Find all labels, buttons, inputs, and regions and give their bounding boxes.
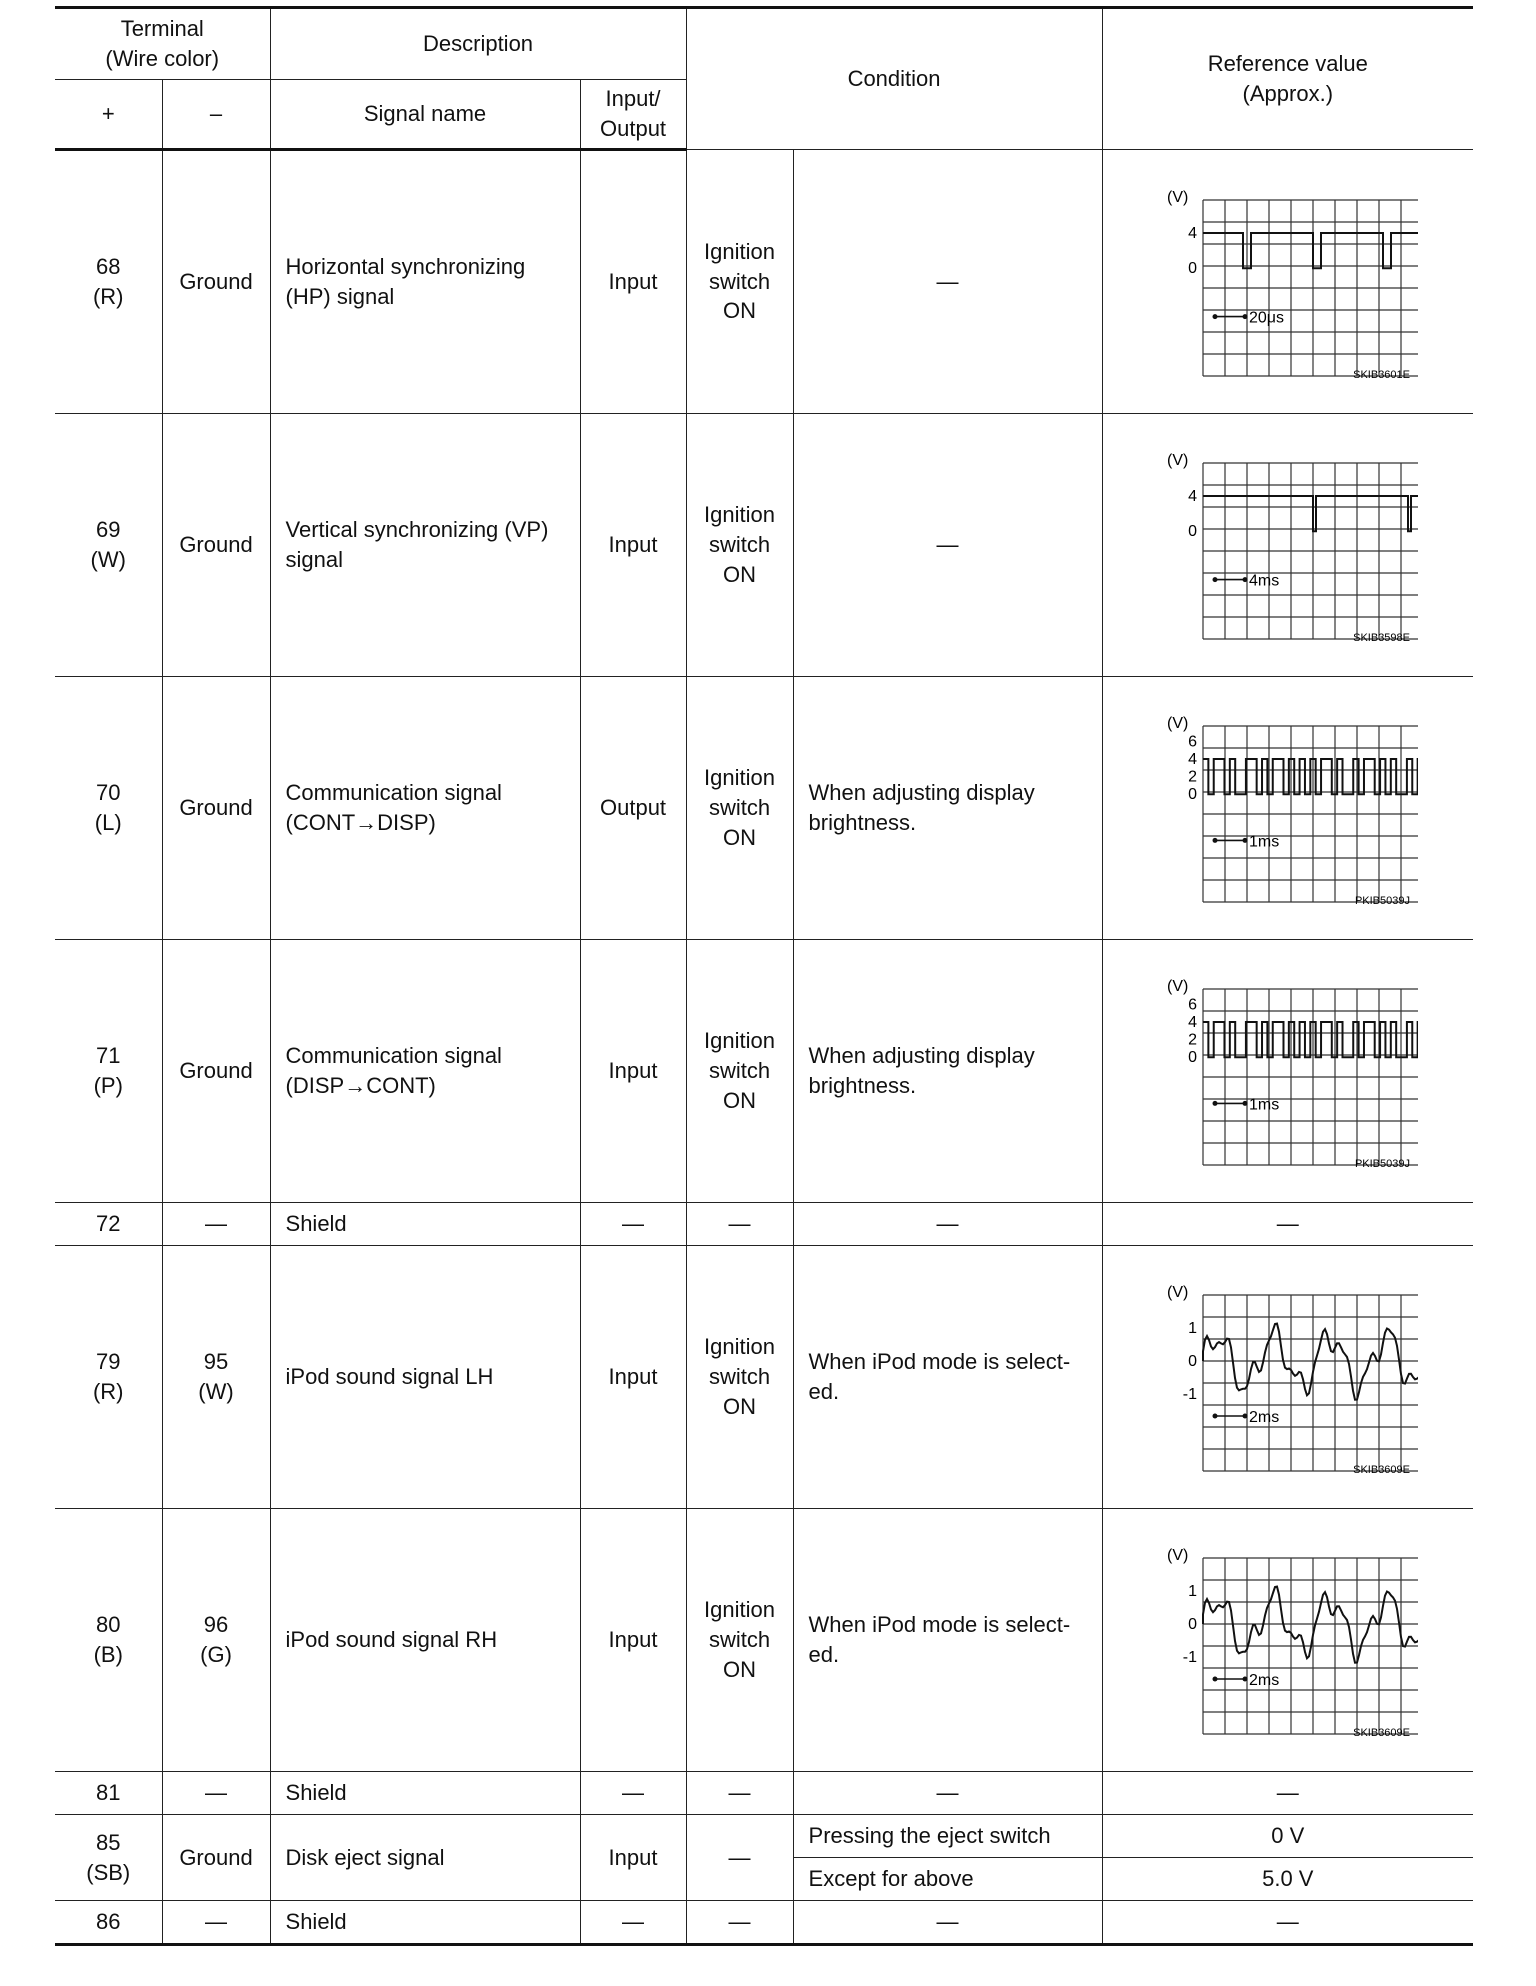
plus-terminal-cell (55, 1901, 162, 1945)
io-text: — (622, 1780, 645, 1806)
minus-terminal-text: Ground (179, 1844, 253, 1870)
time-scale-end (1242, 1677, 1247, 1682)
plus-terminal-cell (55, 1509, 162, 1772)
waveform-graph (1158, 708, 1418, 908)
wire-color: (W) (90, 547, 126, 572)
condition-label: Condition (847, 66, 941, 92)
y-tick-label: 0 (1187, 786, 1197, 804)
condition-text: — (936, 1780, 959, 1806)
reference-text: 0 V (1271, 1823, 1305, 1849)
wire-color: (R) (92, 1379, 124, 1404)
time-scale-start (1212, 1101, 1217, 1106)
ignition-line-3: ON (723, 1656, 757, 1682)
ignition-line-1: Ignition (704, 238, 775, 264)
y-tick-label: 0 (1187, 523, 1197, 541)
ignition-line-1: Ignition (704, 502, 775, 528)
minus-terminal-cell (162, 414, 270, 677)
signal-name-cell (270, 414, 580, 677)
y-tick-label: 4 (1187, 224, 1197, 242)
minus-terminal-cell (162, 1246, 270, 1509)
condition-cell (793, 1858, 1102, 1901)
signal-name-line-1: Communication signal (285, 1043, 502, 1069)
io-cell (580, 1203, 686, 1246)
minus-label: – (209, 101, 223, 127)
y-unit-label: (V) (1166, 1547, 1189, 1564)
time-scale-start (1212, 1677, 1217, 1682)
waveform-grid (1203, 989, 1418, 1165)
ignition-text: — (728, 1909, 751, 1935)
plus-terminal-cell (55, 1815, 162, 1901)
ignition-line-3: ON (723, 298, 757, 324)
signal-name-text: Shield (285, 1780, 347, 1806)
condition-cell (793, 1815, 1102, 1858)
reference-cell (1102, 1203, 1473, 1246)
condition-line-2: ed. (808, 1642, 840, 1667)
ignition-text: — (728, 1844, 751, 1870)
terminal-number: 69 (96, 517, 121, 543)
time-scale-end (1242, 314, 1247, 319)
ignition-text: — (728, 1780, 751, 1806)
figure-code: PKIB5039J (1354, 895, 1410, 907)
io-text: Input (608, 532, 658, 558)
condition-line-1: When adjusting display (808, 780, 1035, 806)
ignition-line-2: switch (708, 1364, 771, 1390)
minus-terminal-cell (162, 940, 270, 1203)
io-cell (580, 1246, 686, 1509)
table-row (55, 1815, 1473, 1858)
signal-name-text: Shield (285, 1909, 347, 1935)
signal-name-line-1: Horizontal synchronizing (285, 254, 526, 280)
table-row (55, 1246, 1473, 1509)
signal-name-cell (270, 150, 580, 414)
time-scale-label: 1ms (1248, 833, 1280, 851)
plus-terminal-cell (55, 1246, 162, 1509)
minus-terminal-text: Ground (179, 1058, 253, 1084)
waveform-graph (1158, 1277, 1418, 1477)
y-tick-label: 4 (1187, 751, 1197, 768)
table-row (55, 1509, 1473, 1772)
io-cell (580, 940, 686, 1203)
terminal-number: 68 (96, 254, 121, 280)
minus-terminal-cell (162, 1815, 270, 1901)
ignition-cell (686, 677, 793, 940)
plus-terminal-cell (55, 150, 162, 414)
reference-cell (1102, 1815, 1473, 1858)
y-tick-label: 4 (1187, 488, 1197, 505)
ignition-line-3: ON (723, 1087, 757, 1113)
minus-terminal-cell (162, 677, 270, 940)
ignition-line-1: Ignition (704, 1334, 775, 1360)
minus-header (162, 80, 270, 150)
condition-text: — (936, 268, 959, 294)
plus-terminal-cell (55, 414, 162, 677)
io-label-1: Input/ (605, 86, 661, 112)
plus-terminal-cell (55, 1203, 162, 1246)
reference-cell (1102, 150, 1473, 414)
time-scale-end (1242, 838, 1247, 843)
condition-text: — (936, 532, 959, 558)
wire-color: (SB) (86, 1859, 131, 1885)
ignition-cell (686, 414, 793, 677)
signal-name-cell (270, 1246, 580, 1509)
minus-wire-color: (W) (198, 1379, 234, 1404)
y-tick-label: 2 (1187, 1031, 1197, 1049)
condition-line-1: When iPod mode is select- (808, 1612, 1071, 1638)
minus-terminal-text: — (205, 1909, 227, 1935)
y-tick-label: 0 (1187, 259, 1197, 277)
condition-line-1: When iPod mode is select- (808, 1349, 1071, 1375)
figure-code: PKIB5039J (1354, 1158, 1410, 1170)
waveform-trace (1203, 1022, 1418, 1057)
ignition-line-2: switch (708, 1058, 771, 1084)
time-scale-start (1212, 577, 1217, 582)
time-scale-label: 1ms (1248, 1096, 1280, 1114)
minus-terminal-text: — (205, 1780, 227, 1806)
condition-cell (793, 414, 1102, 677)
condition-line-2: ed. (808, 1379, 840, 1404)
io-cell (580, 150, 686, 414)
minus-terminal-number: 96 (203, 1612, 229, 1638)
ignition-cell (686, 1815, 793, 1901)
y-unit-label: (V) (1166, 1284, 1189, 1301)
approx-label: (Approx.) (1242, 81, 1334, 106)
signal-name-header (270, 80, 580, 150)
y-unit-label: (V) (1166, 452, 1189, 469)
table-row (55, 940, 1473, 1203)
io-text: Input (608, 1058, 658, 1084)
io-text: Output (600, 795, 667, 821)
minus-terminal-cell (162, 1509, 270, 1772)
signal-name-text: Shield (285, 1211, 347, 1237)
plus-header (55, 80, 162, 150)
ignition-line-3: ON (723, 561, 757, 587)
reference-text: 5.0 V (1262, 1866, 1314, 1892)
ignition-cell (686, 1901, 793, 1945)
waveform-graph (1158, 182, 1418, 382)
wire-color: (R) (92, 284, 124, 309)
signal-name-cell (270, 1901, 580, 1945)
y-tick-label: 6 (1187, 996, 1197, 1014)
condition-cell (793, 940, 1102, 1203)
signal-name-line-2: (DISP→CONT) (285, 1073, 436, 1098)
wire-color: (L) (94, 810, 122, 835)
signal-name-line-1: iPod sound signal LH (285, 1364, 494, 1390)
table-row (55, 677, 1473, 940)
ignition-line-2: switch (708, 532, 771, 558)
figure-code: SKIB3601E (1352, 368, 1410, 381)
minus-terminal-number: 95 (203, 1349, 229, 1375)
time-scale-start (1212, 314, 1217, 319)
waveform-grid (1203, 726, 1418, 902)
waveform-graph (1158, 1540, 1418, 1740)
io-cell (580, 677, 686, 940)
wire-color: (B) (93, 1642, 123, 1667)
figure-code: SKIB3598E (1352, 632, 1410, 644)
minus-terminal-cell (162, 150, 270, 414)
io-label-2: Output (600, 116, 667, 141)
ignition-cell (686, 1509, 793, 1772)
io-text: Input (608, 269, 658, 295)
condition-cell (793, 1772, 1102, 1815)
terminal-header (55, 8, 270, 80)
signal-name-line-1: Communication signal (285, 780, 502, 806)
reference-cell (1102, 677, 1473, 940)
ignition-cell (686, 1246, 793, 1509)
reference-text: — (1276, 1780, 1299, 1806)
condition-header (686, 8, 1102, 150)
time-scale-label: 20μs (1248, 309, 1284, 327)
figure-code: SKIB3609E (1352, 1464, 1410, 1476)
y-tick-label: -1 (1182, 1649, 1197, 1666)
y-unit-label: (V) (1166, 188, 1189, 206)
waveform-trace (1203, 496, 1418, 531)
signal-name-cell (270, 1815, 580, 1901)
condition-text: Pressing the eject switch (808, 1823, 1051, 1849)
condition-cell (793, 150, 1102, 414)
signal-name-cell (270, 940, 580, 1203)
minus-terminal-text: — (205, 1211, 227, 1237)
reference-text: — (1276, 1211, 1299, 1237)
signal-name-line-1: Vertical synchronizing (VP) (285, 517, 549, 543)
condition-cell (793, 1509, 1102, 1772)
signal-name-line-1: iPod sound signal RH (285, 1627, 498, 1653)
time-scale-label: 4ms (1248, 572, 1280, 590)
minus-terminal-cell (162, 1772, 270, 1815)
y-tick-label: 0 (1187, 1049, 1197, 1067)
condition-cell (793, 1246, 1102, 1509)
reference-cell (1102, 940, 1473, 1203)
reference-text: — (1276, 1909, 1299, 1935)
condition-line-1: When adjusting display (808, 1043, 1035, 1069)
terminal-table-wrapper (55, 6, 1473, 1946)
time-scale-label: 2ms (1248, 1409, 1280, 1426)
minus-terminal-cell (162, 1203, 270, 1246)
io-cell (580, 1815, 686, 1901)
terminal-number: 71 (96, 1043, 121, 1069)
ignition-cell (686, 1772, 793, 1815)
io-cell (580, 1509, 686, 1772)
terminal-table (55, 6, 1473, 1946)
waveform-trace (1203, 1587, 1418, 1663)
table-row (55, 150, 1473, 414)
condition-text: Except for above (808, 1866, 974, 1892)
ignition-cell (686, 1203, 793, 1246)
minus-terminal-cell (162, 1901, 270, 1945)
y-unit-label: (V) (1166, 978, 1189, 995)
table-row (55, 1203, 1473, 1246)
signal-name-line-2: (CONT→DISP) (285, 810, 436, 835)
y-tick-label: 0 (1187, 1616, 1197, 1633)
reference-label: Reference value (1207, 51, 1368, 77)
io-cell (580, 414, 686, 677)
ignition-cell (686, 150, 793, 414)
reference-cell (1102, 1772, 1473, 1815)
plus-terminal-cell (55, 940, 162, 1203)
io-text: — (622, 1211, 645, 1237)
terminal-number: 86 (96, 1909, 121, 1935)
ignition-line-1: Ignition (704, 1597, 775, 1623)
plus-terminal-cell (55, 677, 162, 940)
condition-text: — (936, 1909, 959, 1935)
reference-header (1102, 8, 1473, 150)
io-text: Input (608, 1627, 658, 1653)
y-tick-label: 6 (1187, 733, 1197, 751)
time-scale-start (1212, 838, 1217, 843)
signal-name-line-2: signal (285, 547, 343, 572)
wire-color-label: (Wire color) (105, 46, 220, 71)
minus-wire-color: (G) (200, 1642, 232, 1667)
signal-name-text: Disk eject signal (285, 1844, 445, 1870)
y-tick-label: 4 (1187, 1014, 1197, 1031)
waveform-grid (1203, 463, 1418, 639)
y-tick-label: 2 (1187, 768, 1197, 786)
condition-line-2: brightness. (808, 810, 917, 835)
table-row (55, 414, 1473, 677)
plus-terminal-cell (55, 1772, 162, 1815)
condition-cell (793, 1203, 1102, 1246)
ignition-cell (686, 940, 793, 1203)
reference-cell (1102, 1858, 1473, 1901)
signal-name-cell (270, 1203, 580, 1246)
y-tick-label: 1 (1187, 1583, 1197, 1600)
figure-code: SKIB3609E (1352, 1727, 1410, 1739)
description-label: Description (423, 31, 534, 57)
io-text: — (622, 1909, 645, 1935)
ignition-line-2: switch (708, 268, 771, 294)
time-scale-start (1212, 1414, 1217, 1419)
reference-cell (1102, 1509, 1473, 1772)
io-text: Input (608, 1364, 658, 1390)
minus-terminal-text: Ground (179, 532, 253, 558)
description-header (270, 8, 686, 80)
ignition-line-3: ON (723, 1393, 757, 1419)
io-header (580, 80, 686, 150)
condition-text: — (936, 1211, 959, 1237)
waveform-trace (1203, 1324, 1418, 1400)
terminal-number: 85 (96, 1829, 121, 1855)
reference-cell (1102, 1901, 1473, 1945)
waveform-trace (1203, 233, 1418, 268)
terminal-number: 70 (96, 780, 121, 806)
signal-name-line-2: (HP) signal (285, 284, 395, 309)
y-tick-label: 0 (1187, 1353, 1197, 1370)
waveform-graph (1158, 971, 1418, 1171)
time-scale-end (1242, 1101, 1247, 1106)
ignition-line-2: switch (708, 795, 771, 821)
time-scale-end (1242, 577, 1247, 582)
ignition-line-3: ON (723, 824, 757, 850)
signal-name-cell (270, 1509, 580, 1772)
ignition-line-1: Ignition (704, 765, 775, 791)
terminal-number: 72 (96, 1211, 121, 1237)
condition-cell (793, 677, 1102, 940)
terminal-number: 80 (96, 1612, 121, 1638)
terminal-label: Terminal (120, 16, 204, 42)
header-row-1 (55, 8, 1473, 80)
io-text: Input (608, 1844, 658, 1870)
y-unit-label: (V) (1166, 715, 1189, 732)
time-scale-label: 2ms (1248, 1672, 1280, 1689)
reference-cell (1102, 1246, 1473, 1509)
table-row (55, 1772, 1473, 1815)
waveform-trace (1203, 759, 1418, 794)
ignition-line-2: switch (708, 1627, 771, 1653)
terminal-number: 81 (96, 1780, 121, 1806)
table-row (55, 1901, 1473, 1945)
ignition-line-1: Ignition (704, 1028, 775, 1054)
io-cell (580, 1772, 686, 1815)
minus-terminal-text: Ground (179, 269, 253, 295)
signal-name-label: Signal name (363, 101, 487, 127)
signal-name-cell (270, 1772, 580, 1815)
plus-label: + (101, 101, 115, 127)
minus-terminal-text: Ground (179, 795, 253, 821)
y-tick-label: -1 (1182, 1386, 1197, 1403)
reference-cell (1102, 414, 1473, 677)
signal-name-cell (270, 677, 580, 940)
condition-line-2: brightness. (808, 1073, 917, 1098)
ignition-text: — (728, 1211, 751, 1237)
condition-cell (793, 1901, 1102, 1945)
waveform-grid (1203, 200, 1418, 376)
terminal-number: 79 (96, 1349, 121, 1375)
y-tick-label: 1 (1187, 1320, 1197, 1337)
io-cell (580, 1901, 686, 1945)
time-scale-end (1242, 1414, 1247, 1419)
waveform-graph (1158, 445, 1418, 645)
wire-color: (P) (93, 1073, 123, 1098)
